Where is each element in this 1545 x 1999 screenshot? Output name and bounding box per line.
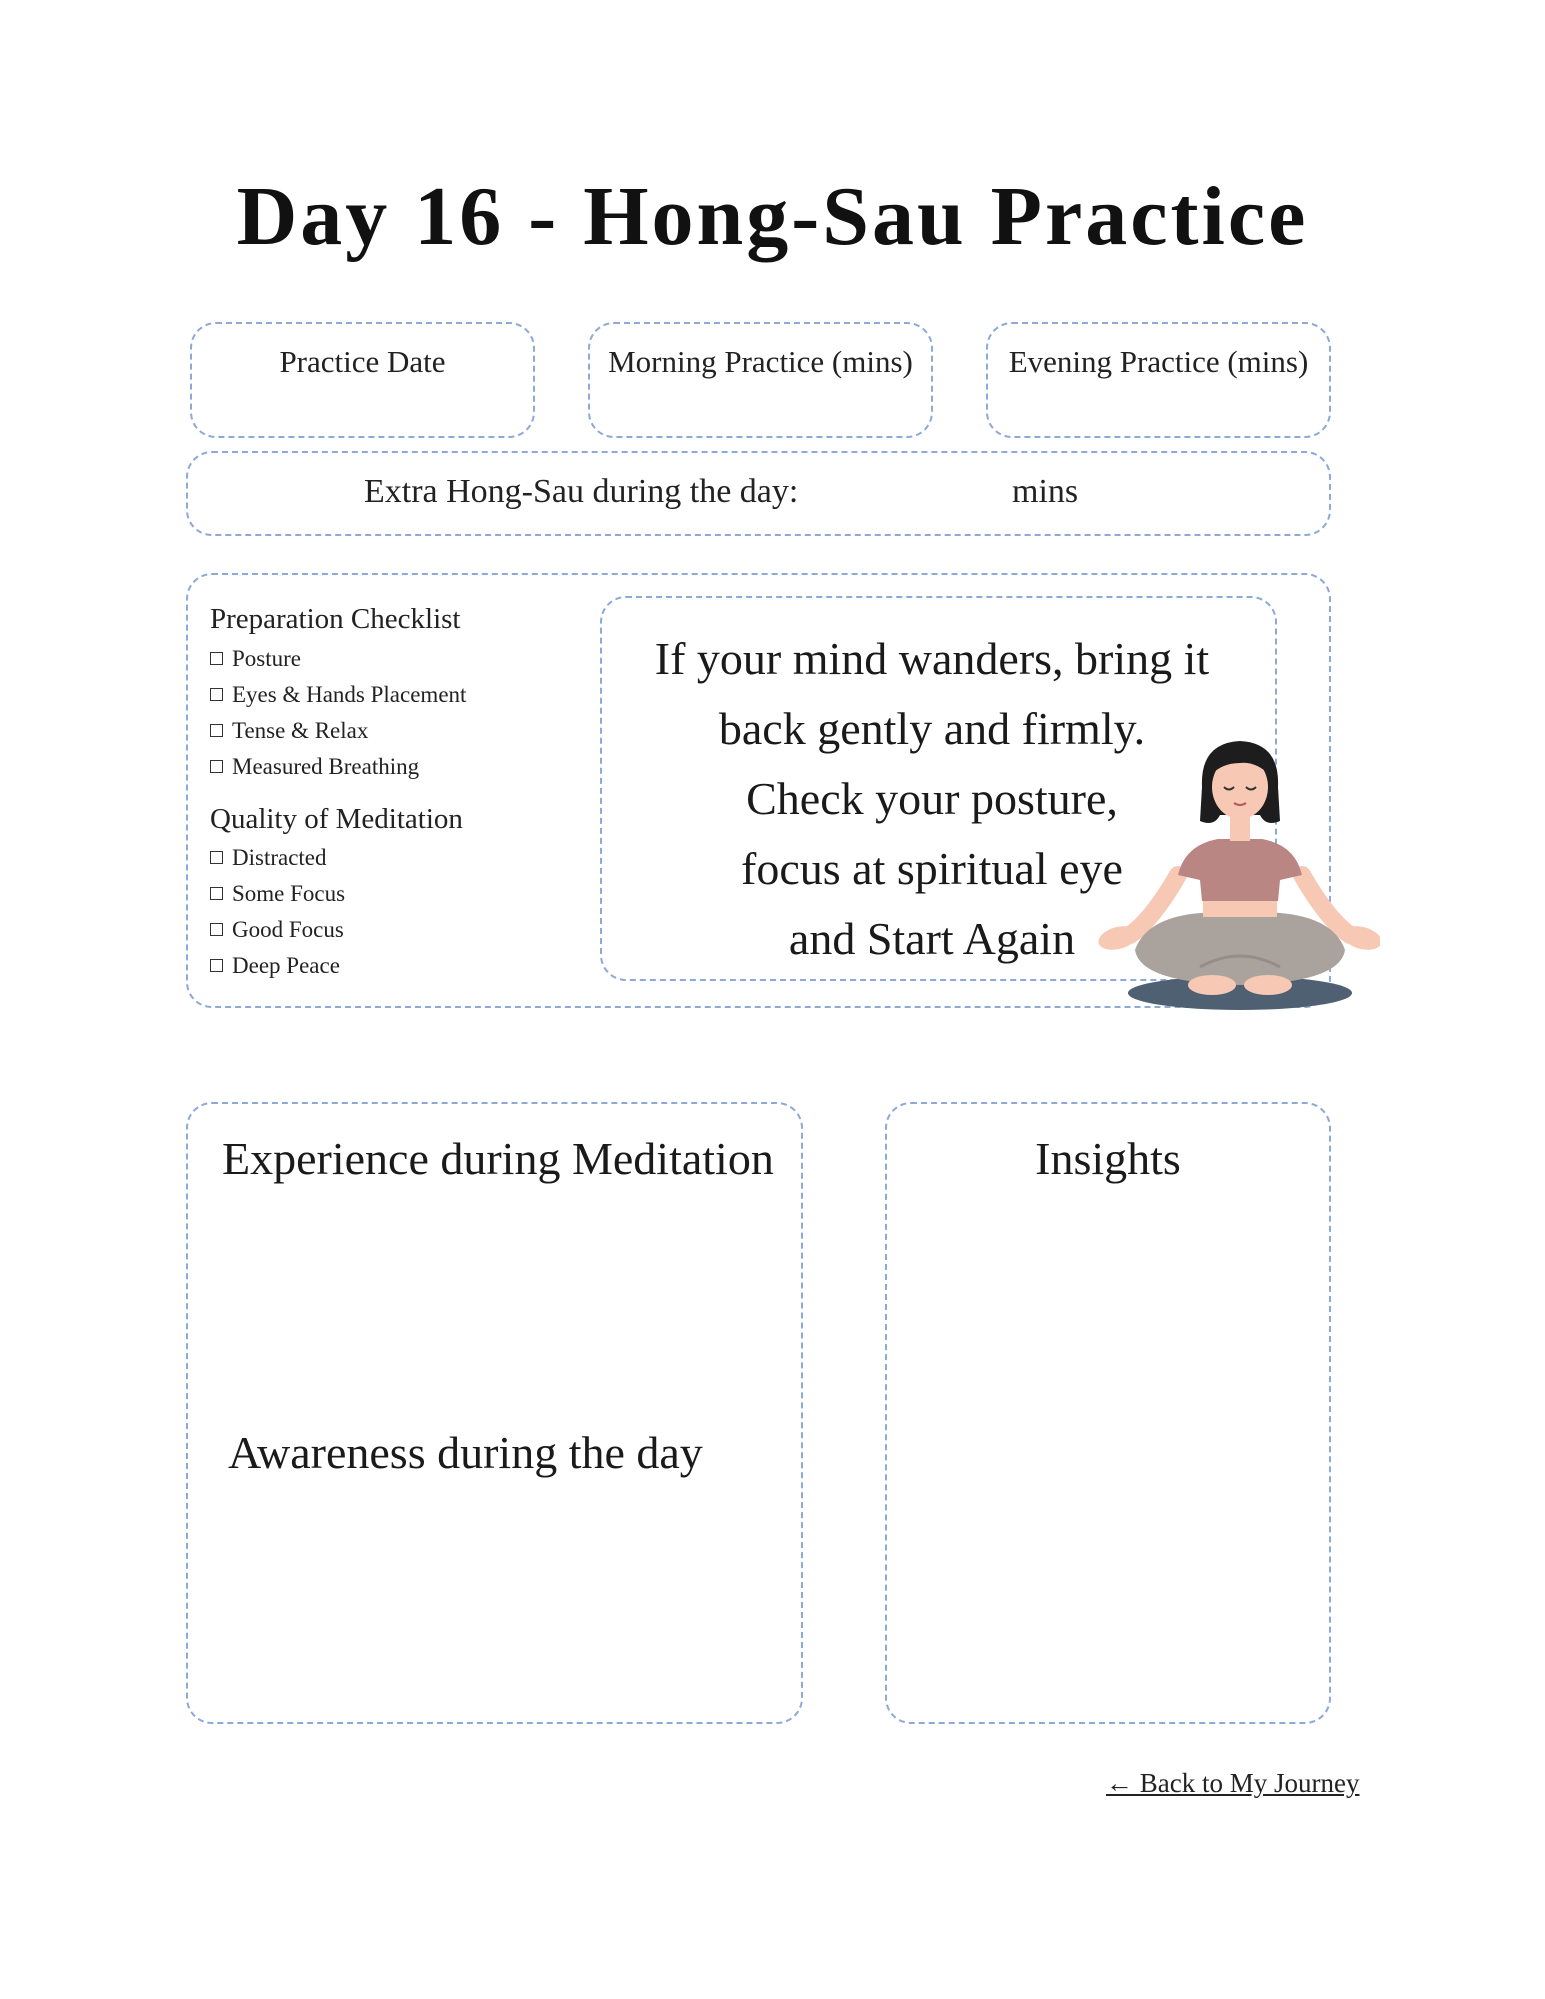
checklist-item[interactable]: Distracted <box>210 840 345 876</box>
checklist-item[interactable]: Posture <box>210 641 466 677</box>
quality-list <box>210 840 345 984</box>
morning-practice-field[interactable] <box>588 322 933 438</box>
extra-hong-sau-label: Extra Hong-Sau during the day: <box>364 473 799 510</box>
quality-heading: Quality of Meditation <box>210 803 463 835</box>
quote-line: Check your posture, <box>746 773 1118 824</box>
checklist-item[interactable]: Deep Peace <box>210 948 345 984</box>
checklist-item[interactable]: Eyes & Hands Placement <box>210 677 466 713</box>
insights-heading: Insights <box>1035 1133 1181 1184</box>
checklist-item[interactable]: Some Focus <box>210 876 345 912</box>
preparation-heading: Preparation Checklist <box>210 603 461 635</box>
insights-panel[interactable] <box>885 1102 1331 1724</box>
checkbox[interactable] <box>210 688 223 701</box>
extra-hong-sau-field[interactable] <box>186 451 1331 536</box>
practice-date-label: Practice Date <box>279 344 446 379</box>
checkbox[interactable] <box>210 724 223 737</box>
back-to-journey-link[interactable]: ← Back to My Journey <box>1106 1768 1360 1798</box>
experience-panel[interactable] <box>186 1102 803 1724</box>
checklist-item[interactable]: Tense & Relax <box>210 713 466 749</box>
page-title: Day 16 - Hong-Sau Practice <box>236 170 1309 263</box>
morning-practice-label: Morning Practice (mins) <box>608 344 913 379</box>
practice-date-field[interactable] <box>190 322 535 438</box>
quote-line: If your mind wanders, bring it <box>654 633 1210 684</box>
quote-line: back gently and firmly. <box>718 703 1146 754</box>
checkbox[interactable] <box>210 851 223 864</box>
checklist-item[interactable]: Measured Breathing <box>210 749 466 785</box>
extra-hong-sau-unit: mins <box>1012 473 1079 510</box>
checkbox[interactable] <box>210 760 223 773</box>
preparation-list <box>210 641 466 785</box>
evening-practice-label: Evening Practice (mins) <box>1008 344 1309 379</box>
quote-line: and Start Again <box>788 913 1076 964</box>
experience-heading: Experience during Meditation <box>222 1133 774 1184</box>
checkbox[interactable] <box>210 652 223 665</box>
quote-line: focus at spiritual eye <box>741 843 1123 894</box>
checkbox[interactable] <box>210 923 223 936</box>
checkbox[interactable] <box>210 959 223 972</box>
checklist-item[interactable]: Good Focus <box>210 912 345 948</box>
meditating-woman-illustration <box>1090 735 1380 1020</box>
evening-practice-field[interactable] <box>986 322 1331 438</box>
awareness-heading: Awareness during the day <box>228 1427 703 1478</box>
checkbox[interactable] <box>210 887 223 900</box>
